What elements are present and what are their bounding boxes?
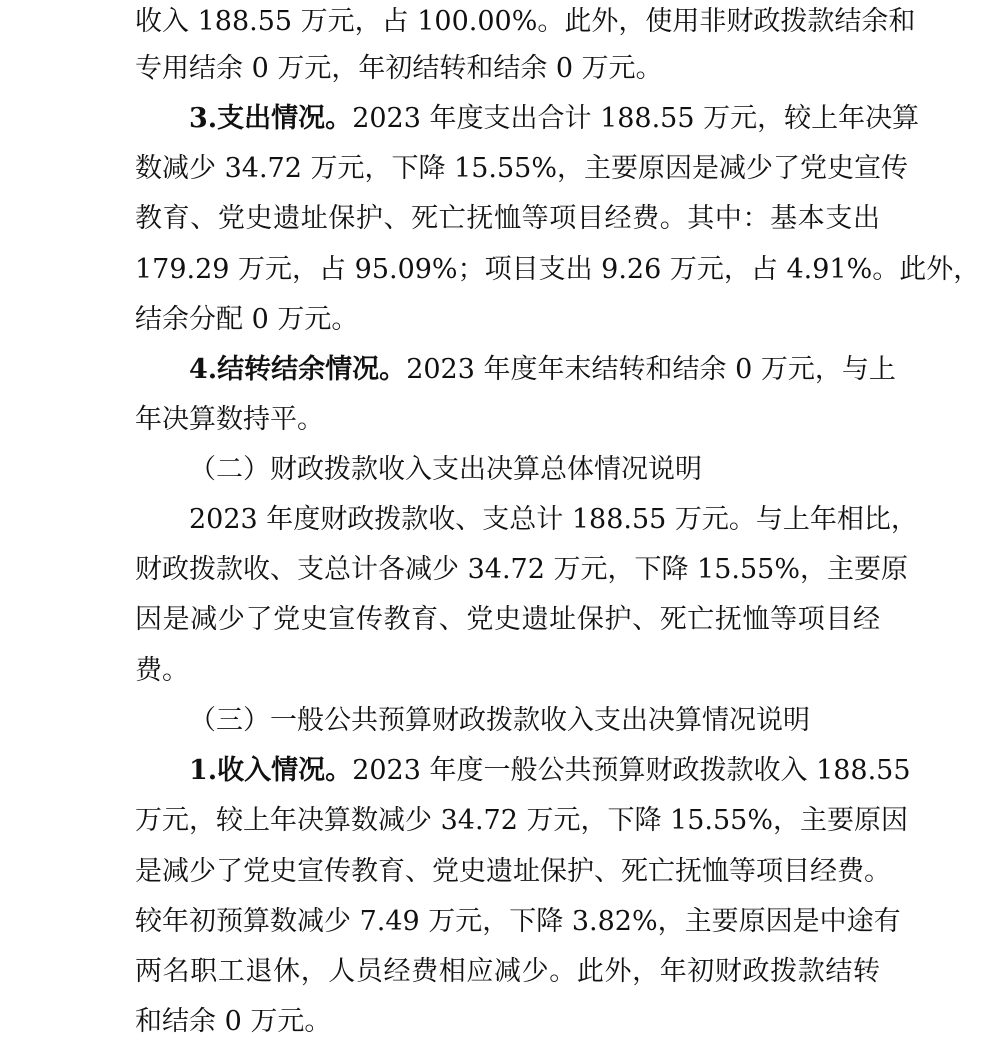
line-text: 因是减少了党史宣传教育、党史遗址保护、死亡抚恤等项目经 (135, 604, 880, 635)
line-text: 收入 188.55 万元，占 100.00%。此外，使用非财政拨款结余和 (135, 6, 916, 37)
line-text: 和结余 0 万元。 (135, 1006, 332, 1037)
line-text: 费。 (135, 655, 189, 686)
text-line (135, 147, 908, 191)
text-line (135, 900, 901, 944)
text-line (135, 298, 880, 342)
line-text: 两名职工退休，人员经费相应减少。此外，年初财政拨款结转 (135, 956, 880, 987)
text-line (135, 398, 880, 442)
text-line (135, 649, 880, 693)
subsection-lead: 3.支出情况。 (189, 103, 353, 134)
line-text: 是减少了党史宣传教育、党史遗址保护、死亡抚恤等项目经费。 (135, 856, 891, 887)
line-text: 2023 年度财政拨款收、支总计 188.55 万元。与上年相比， (189, 504, 918, 535)
subsection-paragraph-start (189, 97, 920, 141)
text-line (135, 0, 916, 44)
text-line (135, 598, 880, 642)
section-heading-text: （二）财政拨款收入支出决算总体情况说明 (189, 454, 702, 485)
text-line (135, 1000, 880, 1044)
line-text: 2023 年度年末结转和结余 0 万元，与上 (406, 354, 896, 385)
line-text: 结余分配 0 万元。 (135, 304, 359, 335)
text-line (135, 850, 891, 894)
text-line (135, 950, 880, 994)
line-text: 专用结余 0 万元，年初结转和结余 0 万元。 (135, 53, 663, 84)
subsection-lead: 1.收入情况。 (189, 755, 353, 786)
text-line (135, 197, 880, 241)
section-heading (189, 699, 880, 743)
subsection-paragraph-start (189, 749, 911, 793)
text-line (135, 548, 908, 592)
line-text: 万元，较上年决算数减少 34.72 万元，下降 15.55%，主要原因 (135, 805, 908, 836)
subsection-paragraph-start (189, 348, 896, 392)
text-line (135, 47, 880, 91)
subsection-lead: 4.结转结余情况。 (189, 354, 407, 385)
line-text: 教育、党史遗址保护、死亡抚恤等项目经费。其中：基本支出 (135, 203, 880, 234)
line-text: 2023 年度支出合计 188.55 万元，较上年决算 (352, 103, 920, 134)
section-heading (189, 448, 880, 492)
line-text: 较年初预算数减少 7.49 万元，下降 3.82%，主要原因是中途有 (135, 906, 901, 937)
text-line (135, 248, 981, 292)
paragraph-start (189, 498, 918, 542)
line-text: 财政拨款收、支总计各减少 34.72 万元，下降 15.55%，主要原 (135, 554, 908, 585)
line-text: 2023 年度一般公共预算财政拨款收入 188.55 (352, 755, 911, 786)
text-line (135, 799, 908, 843)
line-text: 年决算数持平。 (135, 404, 324, 435)
line-text: 179.29 万元，占 95.09%；项目支出 9.26 万元，占 4.91%。此外， (135, 254, 981, 285)
section-heading-text: （三）一般公共预算财政拨款收入支出决算情况说明 (189, 705, 810, 736)
line-text: 数减少 34.72 万元，下降 15.55%，主要原因是减少了党史宣传 (135, 153, 908, 184)
